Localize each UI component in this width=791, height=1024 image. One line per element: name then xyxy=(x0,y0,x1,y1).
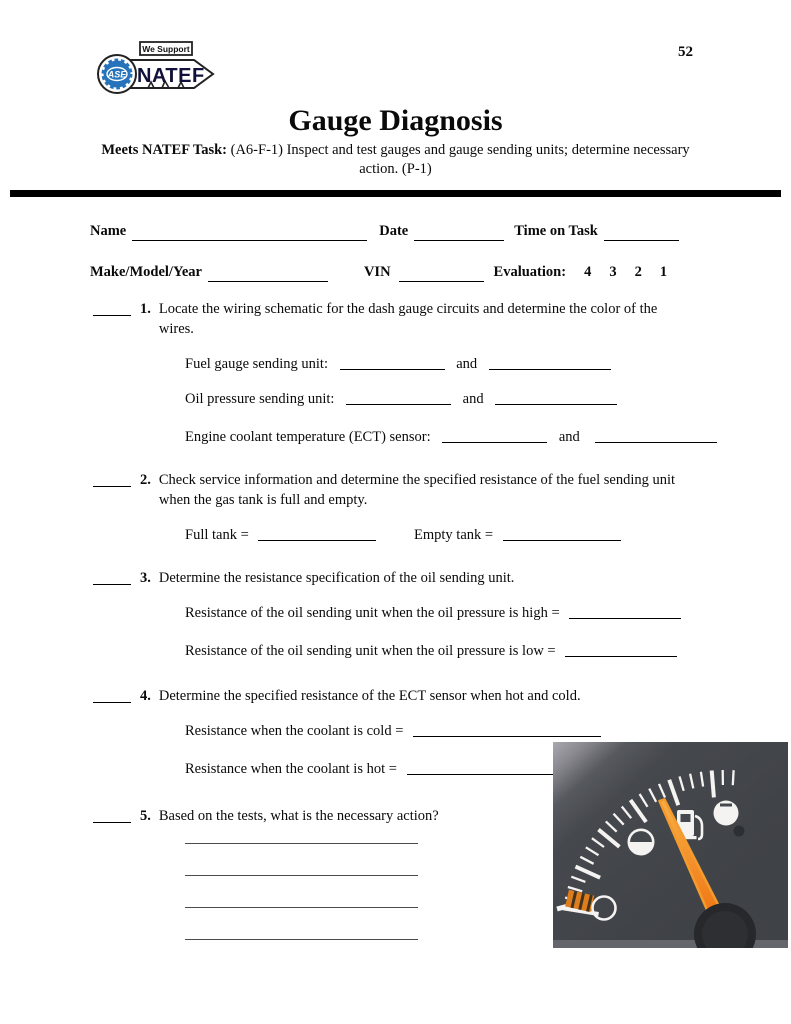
row-label: Full tank = xyxy=(185,527,249,543)
question-text: Determine the resistance specification of the oil sending unit. xyxy=(158,570,515,586)
evaluation-label: Evaluation: xyxy=(493,264,567,280)
screw-dot xyxy=(734,826,745,837)
question-number: 1. xyxy=(140,301,151,317)
question-number: 2. xyxy=(140,472,151,488)
ase-label: ASE xyxy=(107,69,127,80)
question-number: 4. xyxy=(140,688,151,704)
gauge-face xyxy=(553,742,788,948)
oil-pressure-low-row xyxy=(185,641,791,661)
section-divider xyxy=(10,190,781,197)
natef-task-line xyxy=(84,141,708,179)
task-text: (A6-F-1) Inspect and test gauges and gauge sending units; determine necessary action. (P-1) xyxy=(230,142,690,177)
answer-blank xyxy=(503,526,621,541)
answer-line xyxy=(185,844,418,876)
fuel-gauge-wire-row xyxy=(185,354,791,374)
we-support-label: We Support xyxy=(142,44,190,54)
answer-blank xyxy=(595,428,717,443)
evaluation-score-4: 4 xyxy=(584,264,592,280)
and-label: and xyxy=(462,391,484,407)
time-on-task-blank xyxy=(604,226,679,241)
question-number: 5. xyxy=(140,808,151,824)
question-text: Based on the tests, what is the necessary action? xyxy=(158,808,439,824)
answer-blank xyxy=(346,390,451,405)
question-text: Determine the specified resistance of the ECT sensor when hot and cold. xyxy=(158,688,581,704)
question-number: 3. xyxy=(140,570,151,586)
question-3 xyxy=(93,568,791,588)
row-label: Resistance of the oil sending unit when the oil pressure is low = xyxy=(185,643,556,659)
form-row-1 xyxy=(90,221,791,241)
question-marker-blank xyxy=(93,299,131,316)
answer-line xyxy=(185,876,418,908)
time-on-task-label: Time on Task xyxy=(514,223,598,239)
page-number: 52 xyxy=(678,44,693,60)
evaluation-score-2: 2 xyxy=(634,264,642,280)
answer-blank xyxy=(489,355,611,370)
make-model-year-blank xyxy=(208,267,328,282)
question-2 xyxy=(93,470,791,510)
evaluation-score-3: 3 xyxy=(609,264,617,280)
row-label: Empty tank = xyxy=(414,527,494,543)
answer-blank xyxy=(258,526,376,541)
fuel-gauge-photo xyxy=(553,742,788,948)
date-label: Date xyxy=(379,223,409,239)
natef-label: NATEF xyxy=(137,65,205,87)
answer-blank xyxy=(340,355,445,370)
question-4 xyxy=(93,686,791,706)
form-row-2 xyxy=(90,262,791,282)
question-text: Check service information and determine the specified resistance of the fuel sending unit when the gas tank is full and empty. xyxy=(158,472,676,508)
row-label: Resistance when the coolant is hot = xyxy=(185,761,397,777)
page-title: Gauge Diagnosis xyxy=(288,104,503,137)
question-marker-blank xyxy=(93,686,131,703)
question-1 xyxy=(93,299,791,339)
question-marker-blank xyxy=(93,806,131,823)
name-blank xyxy=(132,226,367,241)
name-label: Name xyxy=(90,223,127,239)
and-label: and xyxy=(558,429,580,445)
row-label: Fuel gauge sending unit: xyxy=(185,356,328,372)
question-marker-blank xyxy=(93,568,131,585)
question-text: Locate the wiring schematic for the dash gauge circuits and determine the color of the wires. xyxy=(158,301,658,337)
date-blank xyxy=(414,226,504,241)
task-label: Meets NATEF Task: xyxy=(101,142,227,158)
ect-sensor-wire-row xyxy=(185,427,791,447)
make-model-year-label: Make/Model/Year xyxy=(90,264,202,280)
tank-resistance-row xyxy=(185,525,791,545)
row-label: Resistance of the oil sending unit when the oil pressure is high = xyxy=(185,605,560,621)
answer-line xyxy=(185,908,418,940)
and-label: and xyxy=(456,356,478,372)
oil-pressure-wire-row xyxy=(185,389,791,409)
natef-logo xyxy=(96,40,220,104)
answer-blank xyxy=(569,604,681,619)
answer-blank xyxy=(442,428,547,443)
answer-blank xyxy=(495,390,617,405)
answer-blank xyxy=(413,722,601,737)
oil-pressure-high-row xyxy=(185,603,791,623)
vin-label: VIN xyxy=(363,264,391,280)
row-label: Resistance when the coolant is cold = xyxy=(185,723,404,739)
answer-line xyxy=(185,826,418,844)
row-label: Oil pressure sending unit: xyxy=(185,391,335,407)
coolant-cold-row xyxy=(185,721,791,741)
full-marker-icon xyxy=(714,801,739,826)
answer-blank xyxy=(565,642,677,657)
vin-blank xyxy=(399,267,484,282)
evaluation-score-1: 1 xyxy=(659,264,668,280)
row-label: Engine coolant temperature (ECT) sensor: xyxy=(185,429,431,445)
question-marker-blank xyxy=(93,470,131,487)
